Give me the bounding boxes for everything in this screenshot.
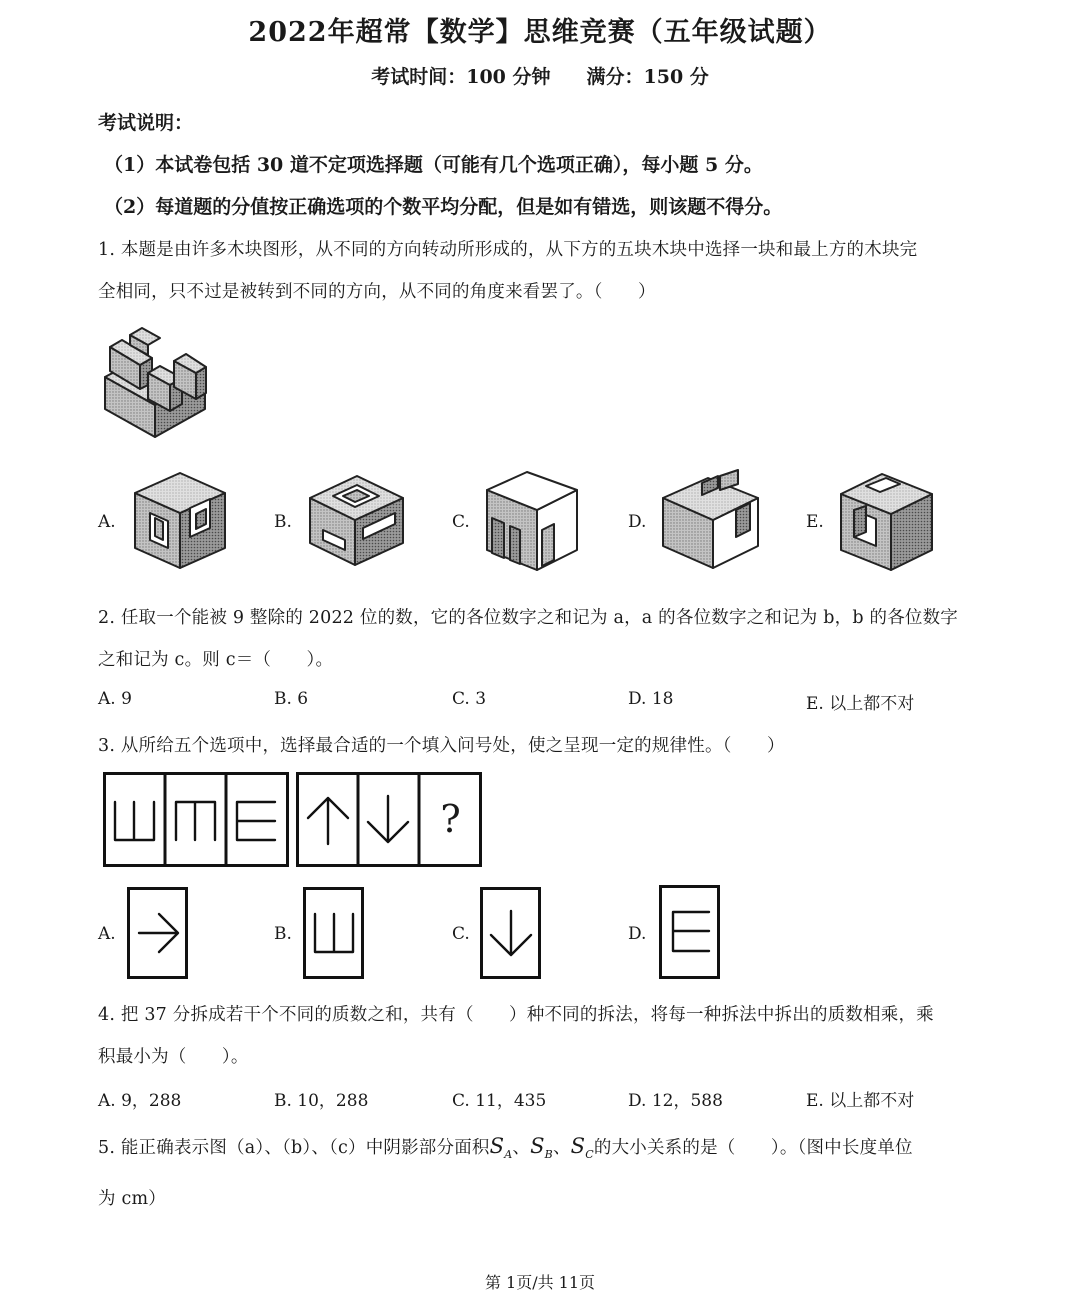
q3-glyph-shan (115, 802, 154, 840)
q3-option-b-figure[interactable] (303, 887, 365, 980)
q2-option-b[interactable]: B. 6 (274, 689, 309, 709)
q4-option-e[interactable]: E. 以上都不对 (806, 1091, 915, 1111)
q3-option-b-shan-icon (315, 914, 353, 952)
q3-option-b-label[interactable]: B. (274, 924, 292, 944)
instruction-2: （2）每道题的分值按正确选项的个数平均分配，但是如有错选，则该题不得分。 (104, 196, 783, 218)
q2-option-c[interactable]: C. 3 (452, 689, 487, 709)
q3-sequence-group-1 (103, 772, 289, 867)
q3-option-a-right-arrow-icon (139, 914, 178, 952)
q4-option-d[interactable]: D. 12，588 (628, 1091, 723, 1111)
q5-separator-2: 、 (552, 1138, 571, 1158)
q5-text-line1 (98, 1134, 913, 1161)
q5-separator-1: 、 (512, 1138, 531, 1158)
q1-option-a-block[interactable] (130, 468, 230, 573)
q4-option-c[interactable]: C. 11，435 (452, 1091, 547, 1111)
q1-option-a-label[interactable]: A. (98, 512, 116, 532)
q4-option-a[interactable]: A. 9，288 (98, 1091, 182, 1111)
q3-option-d-label[interactable]: D. (628, 924, 647, 944)
q1-option-e-label[interactable]: E. (806, 512, 824, 532)
q3-option-c-down-arrow-icon (491, 911, 531, 955)
q5-text-start: 5. 能正确表示图（a）、（b）、（c）中阴影部分面积 (98, 1138, 490, 1158)
q3-glyph-inverted-shan (176, 802, 215, 840)
page-number: 第 1页/共 11页 (484, 1273, 596, 1292)
instruction-1: （1）本试卷包括 30 道不定项选择题（可能有几个选项正确），每小题 5 分。 (104, 154, 763, 176)
q5-symbol-sa: $S_A$ (489, 1134, 513, 1162)
full-score: 满分：150 分 (586, 66, 709, 88)
exam-title: 2022年超常【数学】思维竞赛（五年级试题） (248, 17, 832, 48)
q1-option-d-label[interactable]: D. (628, 512, 647, 532)
q5-text-line2: 为 cm） (98, 1189, 166, 1209)
instructions-heading: 考试说明： (98, 112, 194, 134)
q5-symbol-sb: $S_B$ (530, 1134, 553, 1162)
exam-meta (0, 62, 1080, 89)
q3-text-line1: 3. 从所给五个选项中，选择最合适的一个填入问号处，使之呈现一定的规律性。（ ） (98, 736, 785, 756)
q2-option-d[interactable]: D. 18 (628, 689, 674, 709)
exam-time: 考试时间：100 分钟 (371, 66, 551, 88)
q1-reference-block (100, 325, 210, 440)
q4-text-line1: 4. 把 37 分拆成若干个不同的质数之和，共有（ ）种不同的拆法，将每一种拆法中拆出的质数相乘，乘 (98, 1005, 934, 1025)
q3-option-d-e-icon (673, 912, 709, 951)
q1-option-d-block[interactable] (658, 468, 763, 574)
q2-option-a[interactable]: A. 9 (98, 689, 132, 709)
q3-option-a-label[interactable]: A. (98, 924, 116, 944)
q3-option-a-figure[interactable] (127, 887, 189, 980)
q1-text-line2: 全相同，只不过是被转到不同的方向，从不同的角度来看罢了。（ ） (98, 282, 656, 302)
q1-option-c-label[interactable]: C. (452, 512, 470, 532)
q3-question-mark: ? (440, 797, 461, 841)
q1-option-b-label[interactable]: B. (274, 512, 292, 532)
q1-option-b-block[interactable] (305, 470, 405, 570)
q1-option-e-block[interactable] (836, 466, 936, 576)
q5-symbol-sc: $S_C$ (570, 1134, 594, 1162)
q1-text-line1: 1. 本题是由许多木块图形，从不同的方向转动所形成的，从下方的五块木块中选择一块和最上方的木块完 (98, 240, 918, 260)
q1-option-c-block[interactable] (482, 468, 582, 574)
q4-text-line2: 积最小为（ ）。 (98, 1047, 249, 1067)
q3-option-d-figure[interactable] (659, 885, 721, 980)
q5-text-end: 的大小关系的是（ ）。（图中长度单位 (593, 1138, 913, 1158)
q3-option-c-label[interactable]: C. (452, 924, 470, 944)
q3-glyph-up-arrow (308, 798, 348, 844)
q3-option-c-figure[interactable] (480, 887, 542, 980)
q3-glyph-e (237, 802, 275, 840)
q2-text-line2: 之和记为 c。则 c＝（ ）。 (98, 650, 334, 670)
q3-glyph-down-arrow (368, 796, 408, 842)
q2-option-e[interactable]: E. 以上都不对 (806, 694, 915, 714)
q2-text-line1: 2. 任取一个能被 9 整除的 2022 位的数，它的各位数字之和记为 a，a 的各位数字之和记为 b，b 的各位数字 (98, 608, 959, 628)
q4-option-b[interactable]: B. 10，288 (274, 1091, 369, 1111)
